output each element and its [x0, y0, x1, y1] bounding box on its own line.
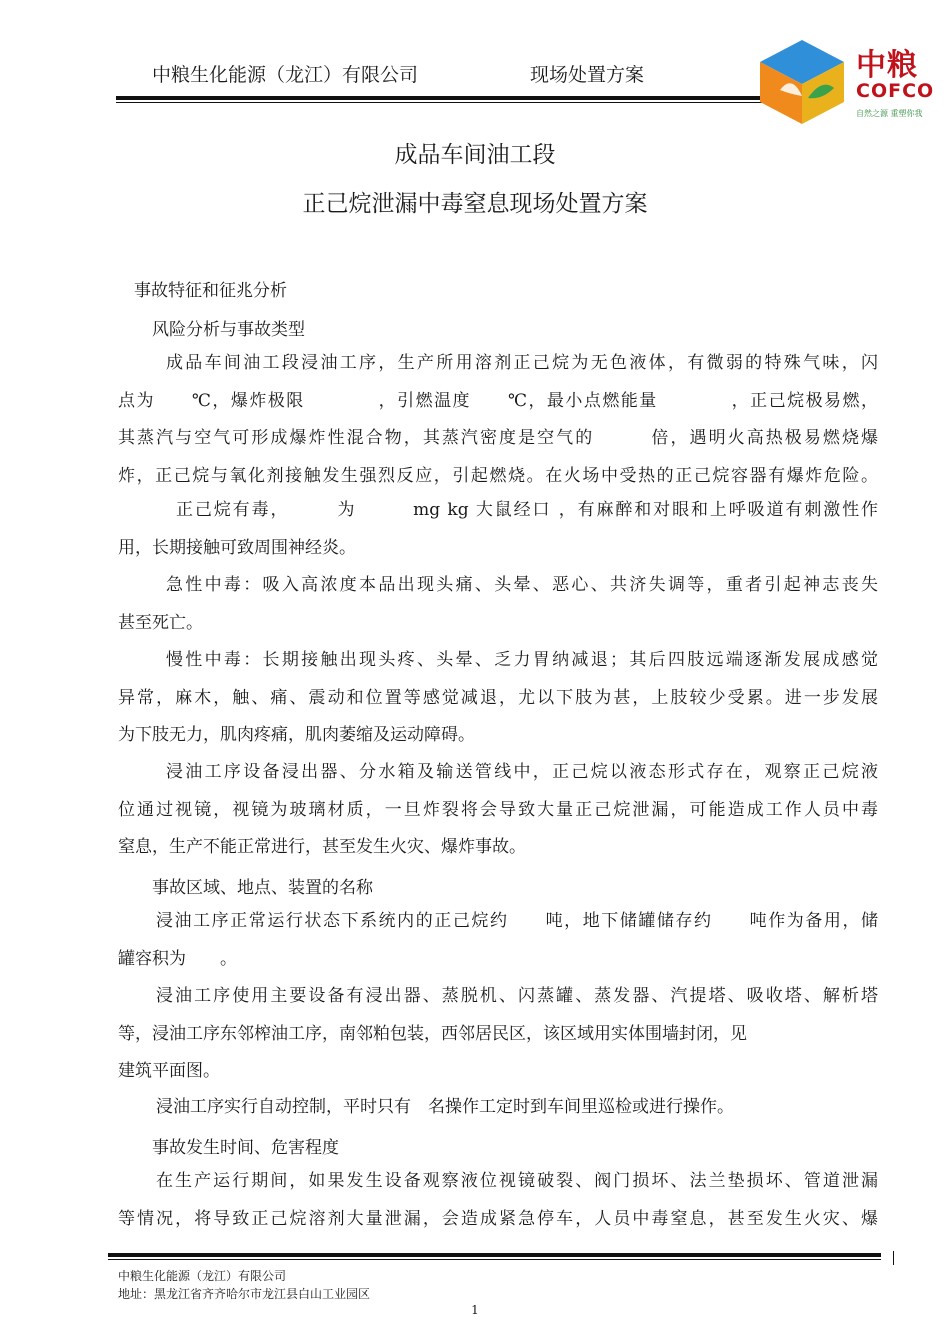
text-line: 浸油工序实行自动控制，平时只有 名操作工定时到车间里巡检或进行操作。 [156, 1097, 734, 1117]
paragraph-chronic-poisoning [118, 642, 878, 755]
footer-rule [108, 1253, 881, 1257]
text-line: 甚至死亡。 [118, 612, 203, 633]
paragraph-risk-analysis [118, 345, 878, 495]
cofco-logo [752, 38, 937, 126]
text-line: 建筑平面图。 [118, 1061, 220, 1081]
text-line: 急性中毒：吸入高浓度本品出现头痛、头晕、恶心、共济失调等，重者引起神志丧失 [166, 575, 878, 595]
paragraph-equipment [118, 978, 878, 1091]
paragraph-operation [118, 1089, 878, 1127]
text-line: 浸油工序使用主要设备有浸出器、蒸脱机、闪蒸罐、蒸发器、汽提塔、吸收塔、解析塔 [156, 986, 878, 1006]
section-heading: 事故特征和征兆分析 [134, 281, 287, 301]
text-line: 在生产运行期间，如果发生设备观察液位视镜破裂、阀门损坏、法兰垫损坏、管道泄漏 [156, 1171, 878, 1191]
text-line: 炸，正己烷与氧化剂接触发生强烈反应，引起燃烧。在火场中受热的正己烷容器有爆炸危险。 [118, 465, 878, 486]
header-doc-type: 现场处置方案 [530, 64, 645, 86]
text-line: 浸油工序设备浸出器、分水箱及输送管线中，正己烷以液态形式存在，观察正己烷液 [166, 762, 878, 782]
text-line: 其蒸汽与空气可形成爆炸性混合物，其蒸汽密度是空气的 倍，遇明火高热极易燃烧爆 [118, 428, 878, 448]
footer-address: 地址：黑龙江省齐齐哈尔市龙江县白山工业园区 [118, 1287, 371, 1301]
text-line: 等情况，将导致正己烷溶剂大量泄漏，会造成紧急停车，人员中毒窒息，甚至发生火灾、爆 [118, 1208, 878, 1229]
footer-rule-tick [893, 1251, 894, 1265]
cofco-cube-icon [752, 38, 852, 126]
paragraph-toxicity [118, 492, 878, 567]
text-line: 窒息，生产不能正常进行，甚至发生火灾、爆炸事故。 [118, 837, 526, 857]
document-title-department: 成品车间油工段 [394, 142, 556, 168]
footer-company: 中粮生化能源（龙江）有限公司 [118, 1269, 287, 1283]
text-line: 位通过视镜，视镜为玻璃材质，一旦炸裂将会导致大量正己烷泄漏，可能造成工作人员中毒 [118, 799, 878, 820]
text-line: 慢性中毒：长期接触出现头疼、头晕、乏力胃纳减退；其后四肢远端逐渐发展成感觉 [166, 650, 878, 670]
paragraph-leak-risk [118, 754, 878, 867]
subsection-heading: 事故区域、地点、装置的名称 [152, 878, 373, 898]
text-line: 为下肢无力，肌肉疼痛，肌肉萎缩及运动障碍。 [118, 725, 475, 745]
logo-chinese-name: 中粮 [856, 48, 918, 83]
paragraph-acute-poisoning [118, 567, 878, 642]
logo-english-name: COFCO [856, 80, 935, 102]
subsection-heading: 事故发生时间、危害程度 [152, 1138, 339, 1158]
document-title: 正己烷泄漏中毒窒息现场处置方案 [302, 191, 648, 217]
text-line: 正己烷有毒， 为 mg kg 大鼠经口 ，有麻醉和对眼和上呼吸道有刺激性作 [176, 500, 878, 520]
header-company: 中粮生化能源（龙江）有限公司 [152, 64, 419, 86]
text-line: 异常，麻木，触、痛、震动和位置等感觉减退，尤以下肢为甚，上肢较少受累。进一步发展 [118, 687, 878, 708]
text-line: 等，浸油工序东邻榨油工序，南邻粕包装，西邻居民区，该区域用实体围墙封闭，见 [118, 1023, 747, 1044]
paragraph-storage [118, 903, 878, 978]
subsection-heading: 风险分析与事故类型 [152, 320, 305, 340]
text-line: 浸油工序正常运行状态下系统内的正己烷约 吨，地下储罐储存约 吨作为备用，储 [156, 911, 878, 931]
text-line: 用，长期接触可致周围神经炎。 [118, 537, 356, 558]
text-line: 成品车间油工段浸油工序，生产所用溶剂正己烷为无色液体，有微弱的特殊气味，闪 [166, 353, 878, 373]
text-line: 罐容积为 。 [118, 948, 237, 969]
paragraph-hazard-degree [118, 1163, 878, 1238]
page-number: 1 [471, 1303, 479, 1317]
logo-slogan: 自然之源 重塑你我 [856, 109, 923, 118]
footer-rule-thin [108, 1259, 881, 1260]
text-line: 点为 ℃，爆炸极限 ，引燃温度 ℃，最小点燃能量 ，正己烷极易燃， [118, 390, 878, 411]
header-rule [116, 96, 766, 100]
header-rule-thin [116, 102, 766, 103]
